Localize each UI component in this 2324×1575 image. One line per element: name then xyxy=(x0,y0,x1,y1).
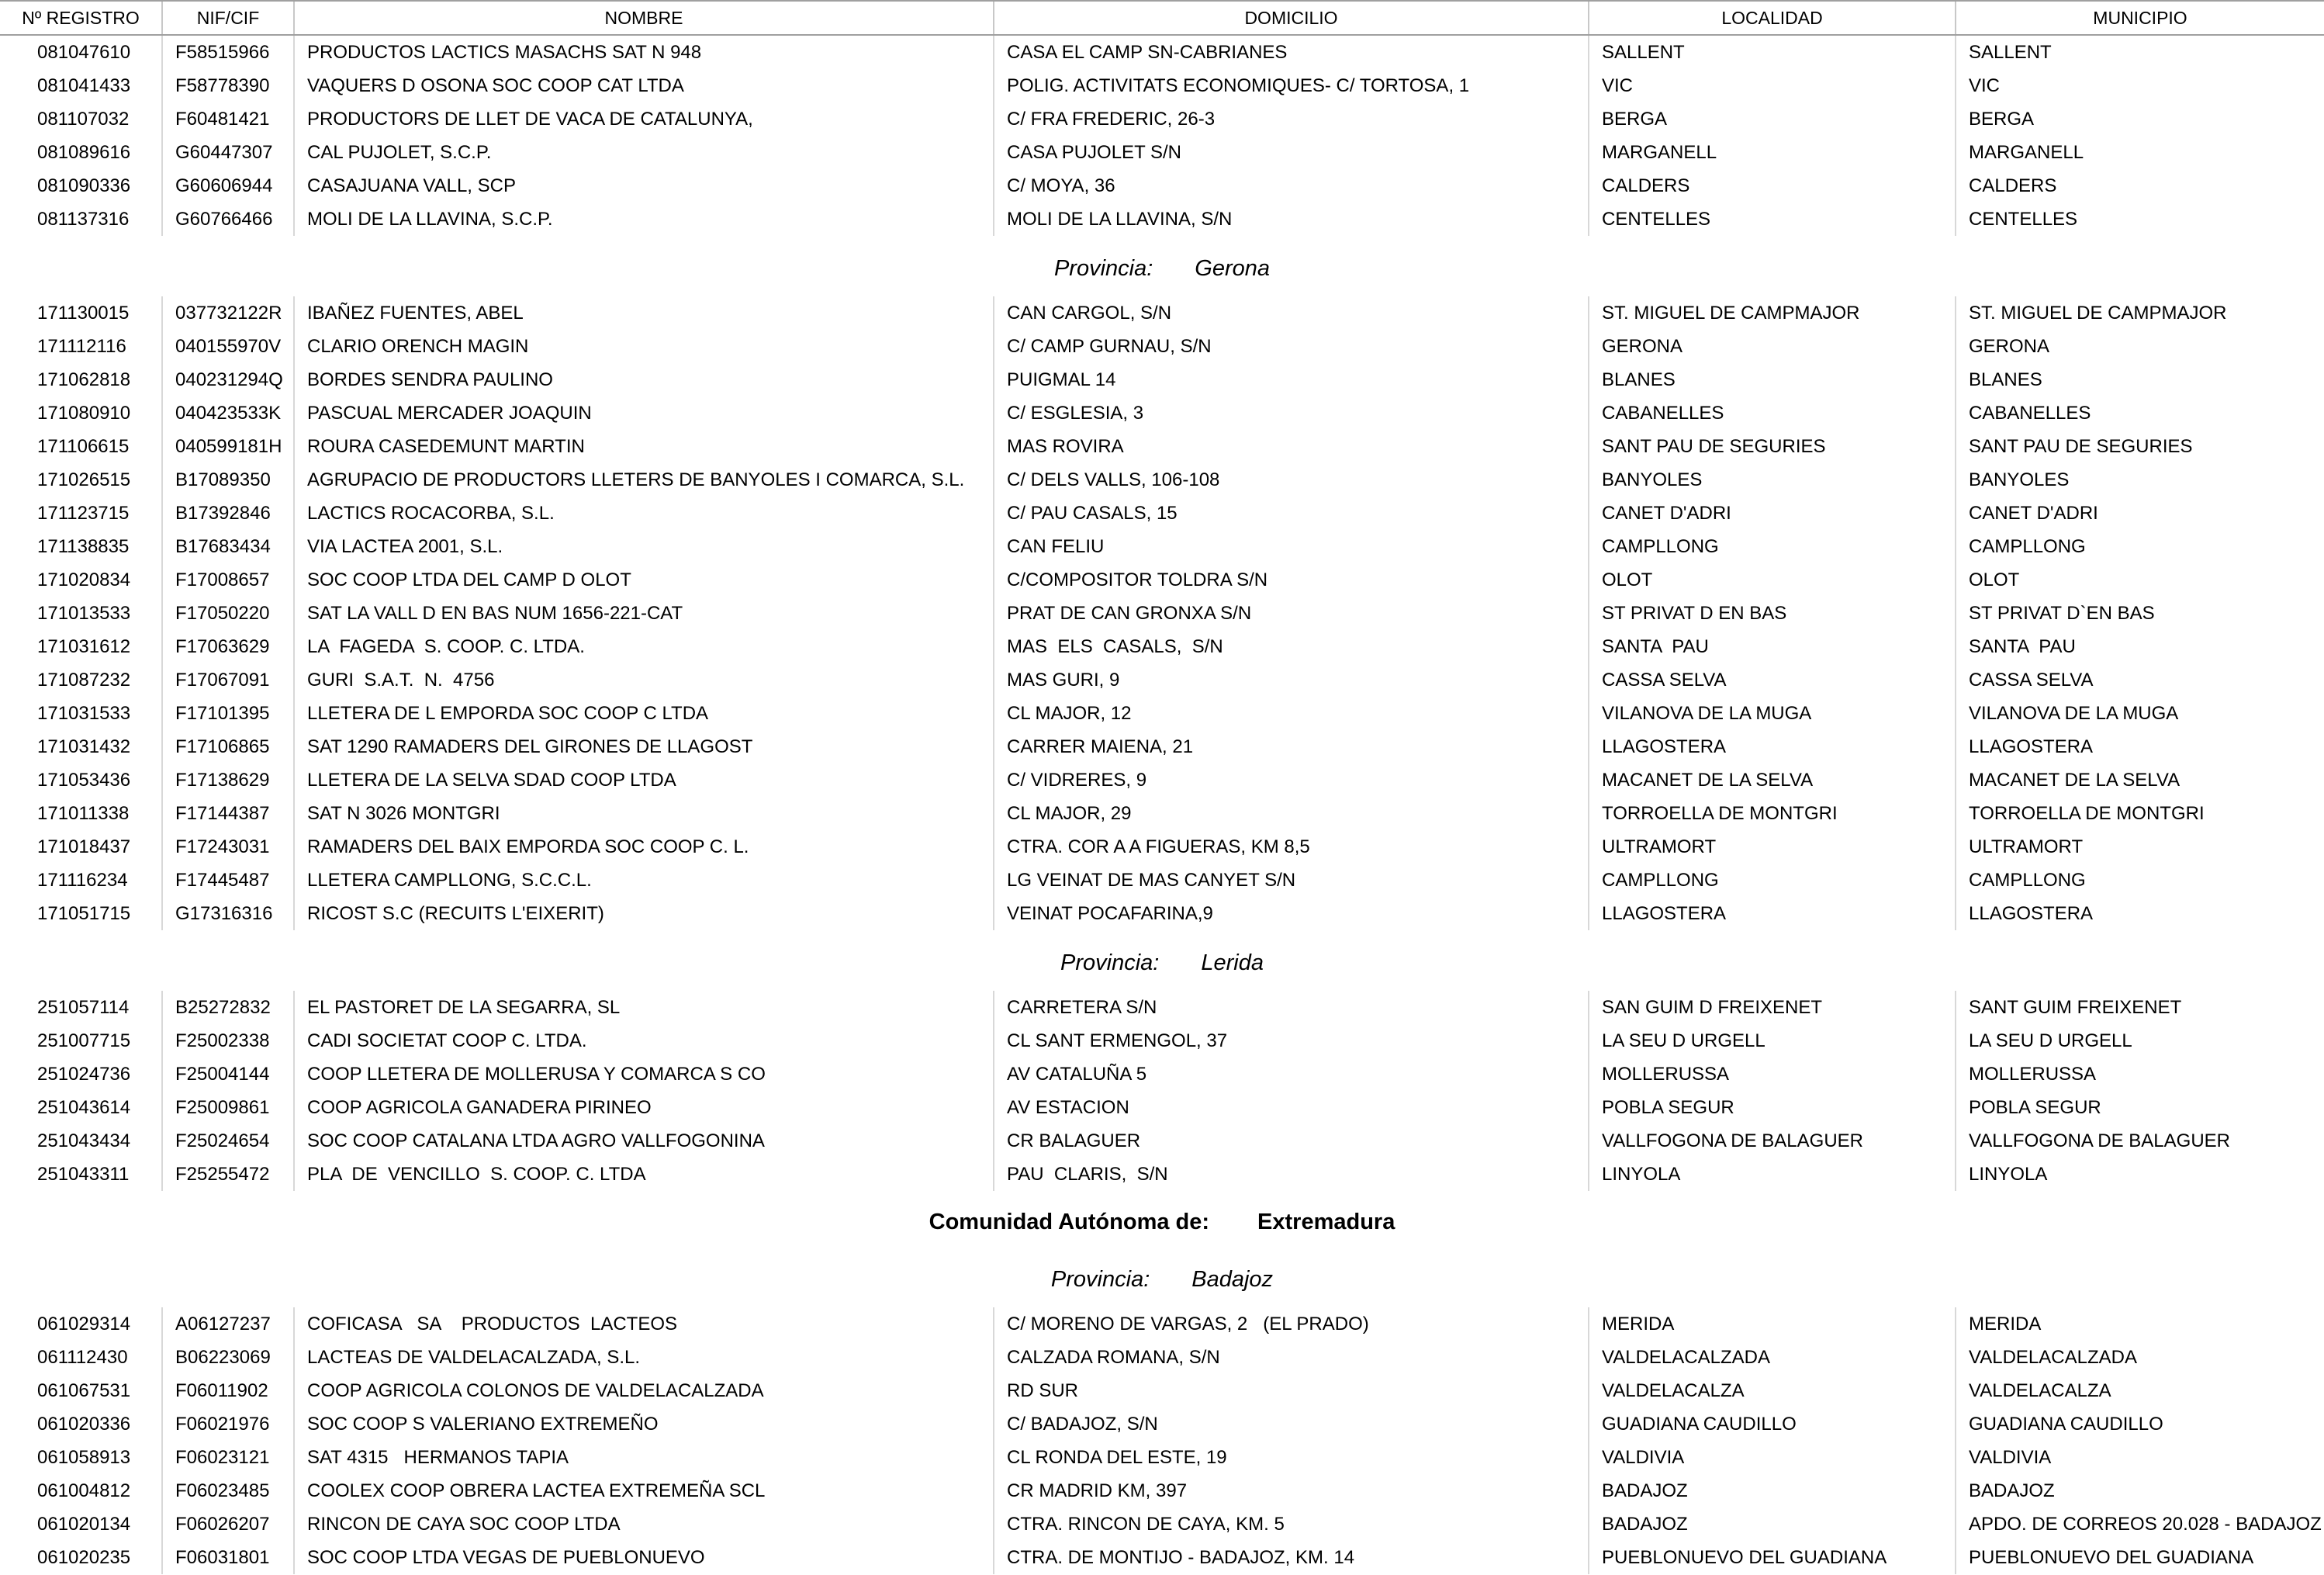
cell-nombre: VAQUERS D OSONA SOC COOP CAT LTDA xyxy=(295,69,994,102)
table-row xyxy=(0,1407,2324,1441)
cell-registro: 171053436 xyxy=(0,763,163,797)
cell-nif-cif: F25002338 xyxy=(163,1024,295,1058)
cell-nombre: LA FAGEDA S. COOP. C. LTDA. xyxy=(295,630,994,663)
table-row xyxy=(0,463,2324,497)
table-row xyxy=(0,396,2324,430)
table-row xyxy=(0,730,2324,763)
cell-municipio: OLOT xyxy=(1969,569,2020,590)
cell-registro: 061067531 xyxy=(0,1374,163,1407)
cell-domicilio: CAN CARGOL, S/N xyxy=(994,296,1589,330)
cell-nif-cif: 040231294Q xyxy=(163,363,295,396)
cell-domicilio: CL RONDA DEL ESTE, 19 xyxy=(994,1441,1589,1474)
cell-domicilio: C/COMPOSITOR TOLDRA S/N xyxy=(994,563,1589,597)
table-row xyxy=(0,763,2324,797)
cell-localidad: LINYOLA xyxy=(1589,1158,1956,1191)
table-row xyxy=(0,36,2324,69)
table-row xyxy=(0,1508,2324,1541)
cell-nif-cif: G60606944 xyxy=(163,169,295,202)
cell-nif-cif: 040423533K xyxy=(163,396,295,430)
province-heading xyxy=(0,236,2324,296)
cell-nif-cif: F06023485 xyxy=(163,1474,295,1508)
cell-domicilio: PAU CLARIS, S/N xyxy=(994,1158,1589,1191)
cell-localidad: BADAJOZ xyxy=(1589,1474,1956,1508)
cell-municipio: LLAGOSTERA xyxy=(1969,903,2094,924)
cell-municipio: VILANOVA DE LA MUGA xyxy=(1969,703,2179,724)
cell-municipio: ULTRAMORT xyxy=(1969,836,2084,857)
cell-registro: 171080910 xyxy=(0,396,163,430)
cell-nif-cif: F17445487 xyxy=(163,864,295,897)
cell-localidad: POBLA SEGUR xyxy=(1589,1091,1956,1124)
cell-domicilio: AV ESTACION xyxy=(994,1091,1589,1124)
cell-localidad: ST. MIGUEL DE CAMPMAJOR xyxy=(1589,296,1956,330)
cell-nombre: SAT LA VALL D EN BAS NUM 1656-221-CAT xyxy=(295,597,994,630)
cell-nombre: IBAÑEZ FUENTES, ABEL xyxy=(295,296,994,330)
cell-registro: 081089616 xyxy=(0,136,163,169)
table-row xyxy=(0,169,2324,202)
table-row xyxy=(0,1341,2324,1374)
province-label: Provincia: xyxy=(1060,950,1160,975)
table-row xyxy=(0,296,2324,330)
table-row xyxy=(0,1541,2324,1574)
cell-nif-cif: A06127237 xyxy=(163,1307,295,1341)
cell-localidad: SALLENT xyxy=(1589,36,1956,69)
cell-municipio: SANTA PAU xyxy=(1969,636,2076,657)
cell-nif-cif: G60447307 xyxy=(163,136,295,169)
cell-nombre: SAT 1290 RAMADERS DEL GIRONES DE LLAGOST xyxy=(295,730,994,763)
cell-municipio: BADAJOZ xyxy=(1969,1480,2055,1501)
cell-registro: 081041433 xyxy=(0,69,163,102)
cell-domicilio: CL MAJOR, 29 xyxy=(994,797,1589,830)
cell-domicilio: CALZADA ROMANA, S/N xyxy=(994,1341,1589,1374)
cell-domicilio: CL MAJOR, 12 xyxy=(994,697,1589,730)
cell-nif-cif: F06021976 xyxy=(163,1407,295,1441)
cell-domicilio: CTRA. DE MONTIJO - BADAJOZ, KM. 14 xyxy=(994,1541,1589,1574)
cell-municipio: SANT PAU DE SEGURIES xyxy=(1969,436,2193,457)
cell-nif-cif: 037732122R xyxy=(163,296,295,330)
cell-registro: 061020134 xyxy=(0,1508,163,1541)
cell-nombre: BORDES SENDRA PAULINO xyxy=(295,363,994,396)
cell-domicilio: CTRA. RINCON DE CAYA, KM. 5 xyxy=(994,1508,1589,1541)
cell-nombre: CADI SOCIETAT COOP C. LTDA. xyxy=(295,1024,994,1058)
cell-localidad: MERIDA xyxy=(1589,1307,1956,1341)
table-row xyxy=(0,991,2324,1024)
cell-nombre: VIA LACTEA 2001, S.L. xyxy=(295,530,994,563)
cell-municipio: CENTELLES xyxy=(1969,209,2078,230)
province-label: Provincia: xyxy=(1053,255,1153,281)
cell-domicilio: PUIGMAL 14 xyxy=(994,363,1589,396)
table-row xyxy=(0,497,2324,530)
cell-domicilio: CR MADRID KM, 397 xyxy=(994,1474,1589,1508)
header-registro: Nº REGISTRO xyxy=(0,2,163,34)
province-heading xyxy=(0,930,2324,991)
cell-localidad: PUEBLONUEVO DEL GUADIANA xyxy=(1589,1541,1956,1574)
cell-municipio: LINYOLA xyxy=(1969,1164,2048,1185)
cell-domicilio: CR BALAGUER xyxy=(994,1124,1589,1158)
community-label: Comunidad Autónoma de: xyxy=(929,1209,1210,1234)
cell-localidad: BERGA xyxy=(1589,102,1956,136)
cell-nombre: COFICASA SA PRODUCTOS LACTEOS xyxy=(295,1307,994,1341)
cell-localidad: VALLFOGONA DE BALAGUER xyxy=(1589,1124,1956,1158)
cell-municipio: GUADIANA CAUDILLO xyxy=(1969,1414,2163,1435)
cell-nombre: LACTICS ROCACORBA, S.L. xyxy=(295,497,994,530)
province-name: Lerida xyxy=(1201,950,1264,975)
cell-registro: 061029314 xyxy=(0,1307,163,1341)
cell-registro: 251043311 xyxy=(0,1158,163,1191)
cell-localidad: VALDIVIA xyxy=(1589,1441,1956,1474)
cell-domicilio: AV CATALUÑA 5 xyxy=(994,1058,1589,1091)
cell-nif-cif: F17106865 xyxy=(163,730,295,763)
header-localidad: LOCALIDAD xyxy=(1589,2,1956,34)
cell-municipio: MARGANELL xyxy=(1969,142,2084,163)
cell-registro: 171138835 xyxy=(0,530,163,563)
row-group xyxy=(0,1307,2324,1574)
cell-nombre: COOP AGRICOLA COLONOS DE VALDELACALZADA xyxy=(295,1374,994,1407)
cell-nombre: SOC COOP LTDA DEL CAMP D OLOT xyxy=(295,563,994,597)
cell-localidad: CABANELLES xyxy=(1589,396,1956,430)
cell-nif-cif: B17392846 xyxy=(163,497,295,530)
province-label: Provincia: xyxy=(1050,1266,1150,1292)
cell-registro: 251043434 xyxy=(0,1124,163,1158)
cell-localidad: OLOT xyxy=(1589,563,1956,597)
table-row xyxy=(0,864,2324,897)
cell-nombre: ROURA CASEDEMUNT MARTIN xyxy=(295,430,994,463)
community-heading xyxy=(0,1191,2324,1247)
cell-localidad: GERONA xyxy=(1589,330,1956,363)
cell-domicilio: VEINAT POCAFARINA,9 xyxy=(994,897,1589,930)
cell-registro: 171031612 xyxy=(0,630,163,663)
cell-municipio: LLAGOSTERA xyxy=(1969,736,2094,757)
table-row xyxy=(0,1374,2324,1407)
cell-nombre: COOP LLETERA DE MOLLERUSA Y COMARCA S CO xyxy=(295,1058,994,1091)
cell-localidad: CANET D'ADRI xyxy=(1589,497,1956,530)
row-group xyxy=(0,991,2324,1191)
table-row xyxy=(0,69,2324,102)
cell-nombre: SAT 4315 HERMANOS TAPIA xyxy=(295,1441,994,1474)
cell-registro: 061004812 xyxy=(0,1474,163,1508)
table-header xyxy=(0,0,2324,36)
cell-nombre: CAL PUJOLET, S.C.P. xyxy=(295,136,994,169)
table-row xyxy=(0,430,2324,463)
cell-nombre: COOLEX COOP OBRERA LACTEA EXTREMEÑA SCL xyxy=(295,1474,994,1508)
cell-nif-cif: F25024654 xyxy=(163,1124,295,1158)
table-row xyxy=(0,1124,2324,1158)
table-row xyxy=(0,797,2324,830)
cell-nif-cif: B06223069 xyxy=(163,1341,295,1374)
table-row xyxy=(0,1441,2324,1474)
table-body xyxy=(0,36,2324,1574)
cell-localidad: VALDELACALZA xyxy=(1589,1374,1956,1407)
cell-nombre: PRODUCTOS LACTICS MASACHS SAT N 948 xyxy=(295,36,994,69)
header-nombre: NOMBRE xyxy=(295,2,994,34)
cell-nif-cif: F58515966 xyxy=(163,36,295,69)
cell-nombre: LLETERA DE LA SELVA SDAD COOP LTDA xyxy=(295,763,994,797)
cell-municipio: SALLENT xyxy=(1969,42,2052,63)
cell-nombre: GURI S.A.T. N. 4756 xyxy=(295,663,994,697)
table-row xyxy=(0,102,2324,136)
cell-registro: 171130015 xyxy=(0,296,163,330)
cell-domicilio: MAS ROVIRA xyxy=(994,430,1589,463)
cell-municipio: GERONA xyxy=(1969,336,2050,357)
community-name: Extremadura xyxy=(1257,1209,1395,1234)
cell-municipio: CALDERS xyxy=(1969,175,2057,196)
cell-registro: 251007715 xyxy=(0,1024,163,1058)
cell-nombre: MOLI DE LA LLAVINA, S.C.P. xyxy=(295,202,994,236)
cell-nombre: SOC COOP LTDA VEGAS DE PUEBLONUEVO xyxy=(295,1541,994,1574)
table-row xyxy=(0,630,2324,663)
province-name: Badajoz xyxy=(1191,1266,1274,1292)
cell-localidad: CAMPLLONG xyxy=(1589,864,1956,897)
table-row xyxy=(0,363,2324,396)
row-group xyxy=(0,296,2324,930)
cell-registro: 061058913 xyxy=(0,1441,163,1474)
cell-domicilio: RD SUR xyxy=(994,1374,1589,1407)
cell-localidad: SAN GUIM D FREIXENET xyxy=(1589,991,1956,1024)
cell-nombre: CASAJUANA VALL, SCP xyxy=(295,169,994,202)
cell-municipio: VIC xyxy=(1969,75,2001,96)
cell-municipio: CABANELLES xyxy=(1969,403,2091,424)
cell-nombre: LACTEAS DE VALDELACALZADA, S.L. xyxy=(295,1341,994,1374)
cell-registro: 061112430 xyxy=(0,1341,163,1374)
cell-registro: 081090336 xyxy=(0,169,163,202)
cell-municipio: BERGA xyxy=(1969,109,2035,130)
cell-registro: 171051715 xyxy=(0,897,163,930)
cell-domicilio: C/ DELS VALLS, 106-108 xyxy=(994,463,1589,497)
cell-registro: 171112116 xyxy=(0,330,163,363)
table-row xyxy=(0,1058,2324,1091)
cell-registro: 081107032 xyxy=(0,102,163,136)
cell-registro: 171116234 xyxy=(0,864,163,897)
cell-municipio: CAMPLLONG xyxy=(1969,536,2086,557)
cell-domicilio: C/ CAMP GURNAU, S/N xyxy=(994,330,1589,363)
cell-nombre: PRODUCTORS DE LLET DE VACA DE CATALUNYA, xyxy=(295,102,994,136)
table-row xyxy=(0,202,2324,236)
cell-domicilio: C/ MOYA, 36 xyxy=(994,169,1589,202)
table-row xyxy=(0,663,2324,697)
cell-nif-cif: F06026207 xyxy=(163,1508,295,1541)
cell-municipio: MACANET DE LA SELVA xyxy=(1969,770,2180,791)
cell-localidad: MOLLERUSSA xyxy=(1589,1058,1956,1091)
cell-registro: 251024736 xyxy=(0,1058,163,1091)
cell-nif-cif: B17683434 xyxy=(163,530,295,563)
cell-localidad: BLANES xyxy=(1589,363,1956,396)
province-name: Gerona xyxy=(1195,255,1271,281)
cell-domicilio: C/ BADAJOZ, S/N xyxy=(994,1407,1589,1441)
cell-localidad: CALDERS xyxy=(1589,169,1956,202)
cell-municipio: POBLA SEGUR xyxy=(1969,1097,2101,1118)
cell-municipio: ST. MIGUEL DE CAMPMAJOR xyxy=(1969,303,2227,324)
province-heading xyxy=(0,1247,2324,1307)
table-row xyxy=(0,136,2324,169)
cell-nif-cif: F17138629 xyxy=(163,763,295,797)
cell-registro: 171106615 xyxy=(0,430,163,463)
cell-nombre: PLA DE VENCILLO S. COOP. C. LTDA xyxy=(295,1158,994,1191)
cell-nif-cif: F17144387 xyxy=(163,797,295,830)
cell-registro: 171123715 xyxy=(0,497,163,530)
cell-registro: 061020235 xyxy=(0,1541,163,1574)
row-group xyxy=(0,36,2324,236)
cell-localidad: VILANOVA DE LA MUGA xyxy=(1589,697,1956,730)
cell-domicilio: C/ FRA FREDERIC, 26-3 xyxy=(994,102,1589,136)
cell-localidad: BANYOLES xyxy=(1589,463,1956,497)
cell-nombre: COOP AGRICOLA GANADERA PIRINEO xyxy=(295,1091,994,1124)
cell-municipio: ST PRIVAT D`EN BAS xyxy=(1969,603,2155,624)
cell-domicilio: CAN FELIU xyxy=(994,530,1589,563)
cell-registro: 251057114 xyxy=(0,991,163,1024)
cell-municipio: VALLFOGONA DE BALAGUER xyxy=(1969,1130,2230,1151)
cell-nif-cif: F58778390 xyxy=(163,69,295,102)
cell-nif-cif: F25255472 xyxy=(163,1158,295,1191)
cell-domicilio: CTRA. COR A A FIGUERAS, KM 8,5 xyxy=(994,830,1589,864)
cell-domicilio: MAS ELS CASALS, S/N xyxy=(994,630,1589,663)
table-row xyxy=(0,1091,2324,1124)
cell-municipio: TORROELLA DE MONTGRI xyxy=(1969,803,2205,824)
cell-nif-cif: F17101395 xyxy=(163,697,295,730)
cell-nif-cif: B25272832 xyxy=(163,991,295,1024)
cell-domicilio: C/ VIDRERES, 9 xyxy=(994,763,1589,797)
cell-domicilio: MAS GURI, 9 xyxy=(994,663,1589,697)
cell-nombre: CLARIO ORENCH MAGIN xyxy=(295,330,994,363)
table-row xyxy=(0,1307,2324,1341)
cell-nombre: PASCUAL MERCADER JOAQUIN xyxy=(295,396,994,430)
cell-municipio: APDO. DE CORREOS 20.028 - BADAJOZ xyxy=(1969,1514,2322,1535)
cell-registro: 171031533 xyxy=(0,697,163,730)
cell-nif-cif: B17089350 xyxy=(163,463,295,497)
cell-registro: 061020336 xyxy=(0,1407,163,1441)
cell-localidad: MACANET DE LA SELVA xyxy=(1589,763,1956,797)
cell-municipio: MOLLERUSSA xyxy=(1969,1064,2097,1085)
cell-domicilio: PRAT DE CAN GRONXA S/N xyxy=(994,597,1589,630)
cell-localidad: BADAJOZ xyxy=(1589,1508,1956,1541)
cell-localidad: LLAGOSTERA xyxy=(1589,730,1956,763)
table-row xyxy=(0,1158,2324,1191)
cell-registro: 171026515 xyxy=(0,463,163,497)
cell-localidad: SANT PAU DE SEGURIES xyxy=(1589,430,1956,463)
cell-nombre: SAT N 3026 MONTGRI xyxy=(295,797,994,830)
cell-nombre: AGRUPACIO DE PRODUCTORS LLETERS DE BANYOLES I COMARCA, S.L. xyxy=(295,463,994,497)
cell-localidad: CASSA SELVA xyxy=(1589,663,1956,697)
table-row xyxy=(0,897,2324,930)
cell-nif-cif: F17008657 xyxy=(163,563,295,597)
cell-municipio: VALDIVIA xyxy=(1969,1447,2052,1468)
cell-nombre: RAMADERS DEL BAIX EMPORDA SOC COOP C. L. xyxy=(295,830,994,864)
cell-registro: 081047610 xyxy=(0,36,163,69)
cell-localidad: TORROELLA DE MONTGRI xyxy=(1589,797,1956,830)
cell-municipio: BANYOLES xyxy=(1969,469,2070,490)
cell-municipio: CANET D'ADRI xyxy=(1969,503,2098,524)
cell-nif-cif: F25009861 xyxy=(163,1091,295,1124)
cell-domicilio: CASA PUJOLET S/N xyxy=(994,136,1589,169)
table-row xyxy=(0,597,2324,630)
cell-localidad: CENTELLES xyxy=(1589,202,1956,236)
cell-nif-cif: F25004144 xyxy=(163,1058,295,1091)
cell-registro: 171018437 xyxy=(0,830,163,864)
cell-nombre: RINCON DE CAYA SOC COOP LTDA xyxy=(295,1508,994,1541)
cell-nif-cif: F17063629 xyxy=(163,630,295,663)
cell-registro: 081137316 xyxy=(0,202,163,236)
cell-localidad: CAMPLLONG xyxy=(1589,530,1956,563)
cell-localidad: VALDELACALZADA xyxy=(1589,1341,1956,1374)
cell-localidad: ST PRIVAT D EN BAS xyxy=(1589,597,1956,630)
cell-localidad: GUADIANA CAUDILLO xyxy=(1589,1407,1956,1441)
cell-nif-cif: F06023121 xyxy=(163,1441,295,1474)
cell-nombre: SOC COOP S VALERIANO EXTREMEÑO xyxy=(295,1407,994,1441)
cell-registro: 171062818 xyxy=(0,363,163,396)
cell-nombre: RICOST S.C (RECUITS L'EIXERIT) xyxy=(295,897,994,930)
table-row xyxy=(0,830,2324,864)
cell-nif-cif: F17243031 xyxy=(163,830,295,864)
cell-domicilio: LG VEINAT DE MAS CANYET S/N xyxy=(994,864,1589,897)
cell-nombre: LLETERA CAMPLLONG, S.C.C.L. xyxy=(295,864,994,897)
cell-nif-cif: F17067091 xyxy=(163,663,295,697)
table-row xyxy=(0,1474,2324,1508)
cell-nif-cif: F06031801 xyxy=(163,1541,295,1574)
cell-municipio: PUEBLONUEVO DEL GUADIANA xyxy=(1969,1547,2254,1568)
cell-municipio: BLANES xyxy=(1969,369,2042,390)
table-row xyxy=(0,697,2324,730)
cell-registro: 171031432 xyxy=(0,730,163,763)
cell-nombre: LLETERA DE L EMPORDA SOC COOP C LTDA xyxy=(295,697,994,730)
cell-domicilio: C/ MORENO DE VARGAS, 2 (EL PRADO) xyxy=(994,1307,1589,1341)
cell-domicilio: C/ ESGLESIA, 3 xyxy=(994,396,1589,430)
cell-nombre: EL PASTORET DE LA SEGARRA, SL xyxy=(295,991,994,1024)
header-nif-cif: NIF/CIF xyxy=(163,2,295,34)
table-row xyxy=(0,530,2324,563)
cell-municipio: CAMPLLONG xyxy=(1969,870,2086,891)
cell-localidad: VIC xyxy=(1589,69,1956,102)
cell-registro: 171011338 xyxy=(0,797,163,830)
cell-nif-cif: 040599181H xyxy=(163,430,295,463)
cell-registro: 171020834 xyxy=(0,563,163,597)
cell-domicilio: CASA EL CAMP SN-CABRIANES xyxy=(994,36,1589,69)
cell-municipio: VALDELACALZADA xyxy=(1969,1347,2137,1368)
cell-domicilio: CARRER MAIENA, 21 xyxy=(994,730,1589,763)
cell-domicilio: POLIG. ACTIVITATS ECONOMIQUES- C/ TORTOSA, 1 xyxy=(994,69,1589,102)
cell-nif-cif: F06011902 xyxy=(163,1374,295,1407)
cell-localidad: MARGANELL xyxy=(1589,136,1956,169)
cell-municipio: VALDELACALZA xyxy=(1969,1380,2111,1401)
cell-registro: 171087232 xyxy=(0,663,163,697)
cell-nombre: SOC COOP CATALANA LTDA AGRO VALLFOGONINA xyxy=(295,1124,994,1158)
cell-registro: 251043614 xyxy=(0,1091,163,1124)
header-domicilio: DOMICILIO xyxy=(994,2,1589,34)
cell-municipio: LA SEU D URGELL xyxy=(1969,1030,2132,1051)
cell-domicilio: CL SANT ERMENGOL, 37 xyxy=(994,1024,1589,1058)
cell-municipio: CASSA SELVA xyxy=(1969,670,2094,691)
cell-domicilio: C/ PAU CASALS, 15 xyxy=(994,497,1589,530)
cell-nif-cif: F17050220 xyxy=(163,597,295,630)
cell-registro: 171013533 xyxy=(0,597,163,630)
cell-domicilio: CARRETERA S/N xyxy=(994,991,1589,1024)
cell-localidad: LA SEU D URGELL xyxy=(1589,1024,1956,1058)
cell-nif-cif: F60481421 xyxy=(163,102,295,136)
cell-municipio: MERIDA xyxy=(1969,1314,2042,1334)
cell-nif-cif: 040155970V xyxy=(163,330,295,363)
cell-domicilio: MOLI DE LA LLAVINA, S/N xyxy=(994,202,1589,236)
cell-localidad: ULTRAMORT xyxy=(1589,830,1956,864)
cell-nif-cif: G60766466 xyxy=(163,202,295,236)
header-municipio: MUNICIPIO xyxy=(2093,8,2187,28)
cell-localidad: SANTA PAU xyxy=(1589,630,1956,663)
cell-nif-cif: G17316316 xyxy=(163,897,295,930)
table-row xyxy=(0,1024,2324,1058)
table-row xyxy=(0,563,2324,597)
cell-municipio: SANT GUIM FREIXENET xyxy=(1969,997,2182,1018)
cell-localidad: LLAGOSTERA xyxy=(1589,897,1956,930)
table-row xyxy=(0,330,2324,363)
